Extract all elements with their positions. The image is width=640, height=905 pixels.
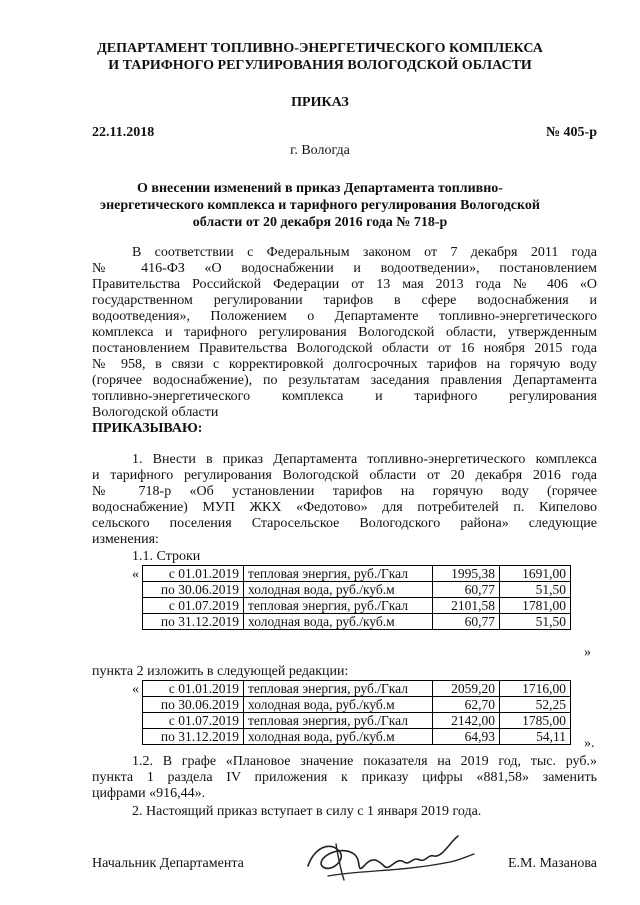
value-cell: 1995,38 (433, 566, 500, 582)
value-cell: 51,50 (500, 614, 571, 630)
table-row (143, 566, 571, 582)
item1-line: водоснабжение) МУП ЖКХ «Федотово» для потребителей п. Кипелово (92, 500, 597, 515)
quote-open-old: « (132, 567, 139, 582)
item1-2-paragraph (92, 754, 597, 802)
resource-cell: холодная вода, руб./куб.м (244, 614, 433, 630)
between-tables-text: пункта 2 изложить в следующей редакции: (92, 664, 349, 679)
handwritten-signature (300, 826, 480, 888)
value-cell: 54,11 (500, 729, 571, 745)
item1-1-label: 1.1. Строки (132, 549, 201, 564)
preamble-line: государственном регулировании тарифов в сфере водоснабжения и (92, 293, 597, 308)
preamble-paragraph (92, 245, 597, 421)
document-city: г. Вологда (290, 143, 350, 158)
resource-cell: холодная вода, руб./куб.м (244, 729, 433, 745)
resource-cell: тепловая энергия, руб./Гкал (244, 713, 433, 729)
preamble-line: (горячее водоснабжение), по результатам заседания правления Департамента (92, 373, 597, 388)
value-cell: 60,77 (433, 582, 500, 598)
value-cell: 60,77 (433, 614, 500, 630)
signatory-position: Начальник Департамента (92, 856, 244, 871)
item1-2-line: 1.2. В графе «Плановое значение показателя на 2019 год, тыс. руб.» (132, 754, 597, 769)
document-date: 22.11.2018 (92, 125, 155, 140)
preamble-line: топливно-энергетического комплекса и тарифного регулирования (92, 389, 597, 404)
resource-cell: тепловая энергия, руб./Гкал (244, 681, 433, 697)
table-row (143, 598, 571, 614)
preamble-line: водоотведения», Положением о Департаменте топливно-энергетического (92, 309, 597, 324)
value-cell: 2059,20 (433, 681, 500, 697)
subject-line3: области от 20 декабря 2016 года № 718-р (192, 215, 448, 230)
department-name-line2: И ТАРИФНОГО РЕГУЛИРОВАНИЯ ВОЛОГОДСКОЙ ОБЛАСТИ (108, 58, 532, 73)
document-type: ПРИКАЗ (291, 95, 349, 110)
preamble-line: Вологодской области (92, 405, 219, 420)
subject-line2: энергетического комплекса и тарифного регулирования Вологодской (100, 198, 540, 213)
signatory-name: Е.М. Мазанова (507, 856, 597, 871)
document-number: № 405-р (545, 125, 597, 140)
value-cell: 1781,00 (500, 598, 571, 614)
value-cell: 2142,00 (433, 713, 500, 729)
subject-line1: О внесении изменений в приказ Департамента топливно- (137, 181, 503, 196)
period-cell: с 01.01.2019 (143, 566, 244, 582)
preamble-line: В соответствии с Федеральным законом от 7 декабря 2011 года (132, 245, 597, 260)
quote-open-new: « (132, 682, 139, 697)
value-cell: 62,70 (433, 697, 500, 713)
preamble-line: постановлением Правительства Вологодской области от 16 ноября 2015 года (92, 341, 597, 356)
preamble-line: Правительства Российской Федерации от 13 мая 2013 года № 406 «О (92, 277, 597, 292)
new-tariff-table (142, 680, 571, 745)
old-tariff-table (142, 565, 571, 630)
item1-line: изменения: (92, 532, 159, 547)
order-word: ПРИКАЗЫВАЮ: (92, 421, 203, 436)
table-row (143, 697, 571, 713)
value-cell: 2101,58 (433, 598, 500, 614)
period-cell: по 30.06.2019 (143, 697, 244, 713)
item1-line: № 718-р «Об установлении тарифов на горячую воду (горячее (92, 484, 597, 499)
preamble-line: № 416-ФЗ «О водоснабжении и водоотведении», постановлением (92, 261, 597, 276)
period-cell: по 31.12.2019 (143, 729, 244, 745)
value-cell: 1785,00 (500, 713, 571, 729)
period-cell: с 01.07.2019 (143, 598, 244, 614)
item1-2-line: цифрами «916,44». (92, 786, 206, 801)
item1-2-line: пункта 1 раздела IV приложения к приказу цифры «881,58» заменить (92, 770, 597, 785)
value-cell: 64,93 (433, 729, 500, 745)
item1-paragraph (92, 452, 597, 548)
quote-close-old: » (584, 645, 591, 660)
item1-line: и тарифного регулирования Вологодской области от 20 декабря 2016 года (92, 468, 597, 483)
period-cell: по 30.06.2019 (143, 582, 244, 598)
preamble-line: № 958, в связи с корректировкой долгосрочных тарифов на горячую воду (92, 357, 597, 372)
table-row (143, 614, 571, 630)
period-cell: с 01.07.2019 (143, 713, 244, 729)
table-row (143, 681, 571, 697)
value-cell: 51,50 (500, 582, 571, 598)
resource-cell: тепловая энергия, руб./Гкал (244, 566, 433, 582)
value-cell: 52,25 (500, 697, 571, 713)
item1-line: 1. Внести в приказ Департамента топливно-энергетического комплекса (132, 452, 597, 467)
resource-cell: холодная вода, руб./куб.м (244, 697, 433, 713)
resource-cell: холодная вода, руб./куб.м (244, 582, 433, 598)
value-cell: 1716,00 (500, 681, 571, 697)
quote-close-new: ». (584, 736, 595, 751)
department-name-line1: ДЕПАРТАМЕНТ ТОПЛИВНО-ЭНЕРГЕТИЧЕСКОГО КОМПЛЕКСА (97, 41, 543, 56)
value-cell: 1691,00 (500, 566, 571, 582)
item2-text: 2. Настоящий приказ вступает в силу с 1 января 2019 года. (132, 804, 482, 819)
table-row (143, 582, 571, 598)
preamble-line: комплекса и тарифного регулирования Вологодской области, утвержденным (92, 325, 597, 340)
resource-cell: тепловая энергия, руб./Гкал (244, 598, 433, 614)
period-cell: по 31.12.2019 (143, 614, 244, 630)
table-row (143, 713, 571, 729)
period-cell: с 01.01.2019 (143, 681, 244, 697)
item1-line: сельского поселения Старосельское Вологодского района» следующие (92, 516, 597, 531)
table-row (143, 729, 571, 745)
